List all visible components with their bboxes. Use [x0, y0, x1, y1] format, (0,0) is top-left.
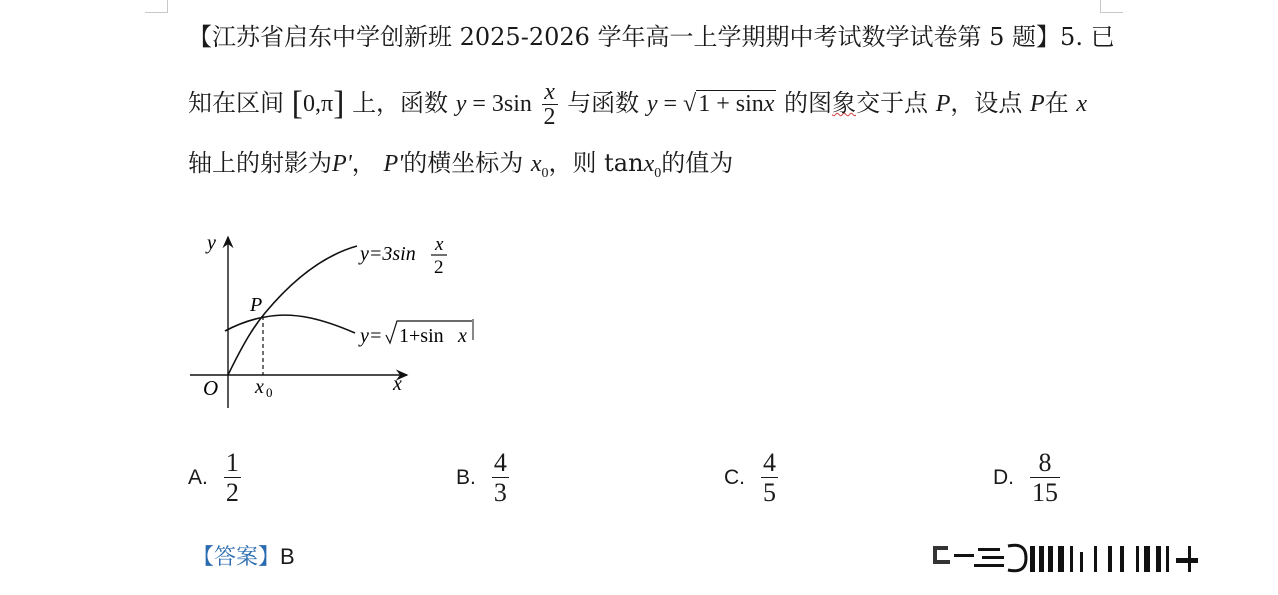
choice-denominator: 2: [225, 478, 239, 507]
text-segment: ，: [351, 149, 376, 177]
curve2-sqrt-body: 1+sin: [399, 325, 444, 347]
text-segment: 知在区间: [188, 89, 284, 117]
p-prime: P': [383, 151, 404, 177]
choice-denominator: 5: [763, 478, 776, 507]
curve2-sqrt-var: x: [458, 325, 467, 347]
text-segment: 的值为: [661, 149, 734, 177]
text-segment: 的横坐标为: [403, 149, 524, 177]
x0-label: x: [255, 376, 264, 398]
origin-label: O: [203, 376, 219, 400]
watermark-logo: [930, 540, 1260, 580]
point-p-label: P: [250, 294, 263, 316]
curve-sqrt-1-plus-sinx: [225, 315, 355, 333]
eq2-mid: =: [657, 91, 684, 117]
choice-numerator: 8: [1038, 448, 1052, 477]
page-corner-mark-right: [1100, 0, 1123, 13]
text-segment: 上，函数: [352, 89, 449, 117]
eq1-numerator: x: [544, 79, 555, 105]
eq1-lhs: y: [455, 91, 467, 117]
x0-subscript: 0: [654, 165, 662, 181]
function-graph: [185, 225, 485, 415]
choice-fraction: [1030, 448, 1060, 507]
choice-denominator: 3: [493, 478, 507, 507]
p-prime: P': [332, 151, 352, 177]
interval-open-bracket: [: [291, 85, 303, 122]
question-line-3: [188, 148, 733, 189]
y-axis-label: y: [207, 232, 216, 254]
choice-numerator: 4: [493, 448, 507, 477]
eq2-lhs: y: [646, 91, 658, 117]
curve-3sin-half-x: [228, 246, 357, 375]
answer-line: [192, 540, 295, 571]
page-corner-mark-left: [145, 0, 168, 13]
x-axis-label: x: [393, 373, 402, 395]
var-x: x: [1076, 91, 1087, 117]
text-segment: 的图: [784, 89, 833, 117]
sqrt-body: [696, 90, 776, 117]
choice-a[interactable]: [188, 448, 243, 507]
point-p: P: [1030, 91, 1045, 117]
choice-label: D.: [993, 465, 1014, 489]
point-p: P: [935, 91, 951, 117]
choice-denominator: 15: [1032, 478, 1058, 507]
answer-value: B: [280, 544, 295, 569]
sqrt-symbol: √: [683, 91, 697, 117]
interval-body: 0,π: [302, 91, 334, 117]
choice-numerator: 1: [225, 448, 239, 477]
curve1-label-numerator: x: [435, 234, 444, 255]
text-segment: ，则 tan: [548, 149, 644, 177]
text-segment: 轴上的射影为: [188, 149, 332, 177]
choice-numerator: 4: [763, 448, 776, 477]
text-segment: ，设点: [950, 89, 1023, 117]
choice-d[interactable]: [993, 448, 1062, 507]
eq1-denominator: 2: [543, 104, 556, 130]
x0-var: x: [530, 151, 542, 177]
text-segment: 在: [1044, 89, 1069, 117]
choice-fraction: [224, 448, 241, 507]
eq1-fraction: [542, 80, 558, 129]
choice-label: B.: [456, 465, 476, 489]
x0-subscript: 0: [541, 165, 549, 181]
choice-c[interactable]: [724, 448, 780, 507]
curve1-label: y=3sin: [360, 243, 416, 265]
answer-tag: 【答案】: [192, 544, 281, 569]
question-line-1: 【江苏省启东中学创新班 2025-2026 学年高一上学期期中考试数学试卷第 5 题】5. 已: [188, 23, 1115, 51]
choice-label: A.: [188, 465, 208, 489]
curve1-label-denominator: 2: [434, 257, 444, 278]
choice-label: C.: [724, 465, 745, 489]
spellcheck-word: 象: [832, 89, 857, 117]
text-segment: 与函数: [567, 89, 640, 117]
x0-label-subscript: 0: [266, 385, 273, 400]
choice-b[interactable]: [456, 448, 511, 507]
choice-fraction: [492, 448, 509, 507]
sqrt-var: x: [763, 91, 775, 117]
interval-close-bracket: ]: [333, 85, 345, 122]
text-segment: 交于点: [856, 89, 929, 117]
sqrt-body-text: 1 + sin: [698, 91, 764, 117]
x0-var: x: [643, 151, 655, 177]
question-line-2: [188, 80, 1087, 129]
choice-fraction: [761, 448, 778, 507]
curve2-label: y=: [360, 325, 383, 347]
eq1-mid: = 3sin: [466, 91, 532, 117]
